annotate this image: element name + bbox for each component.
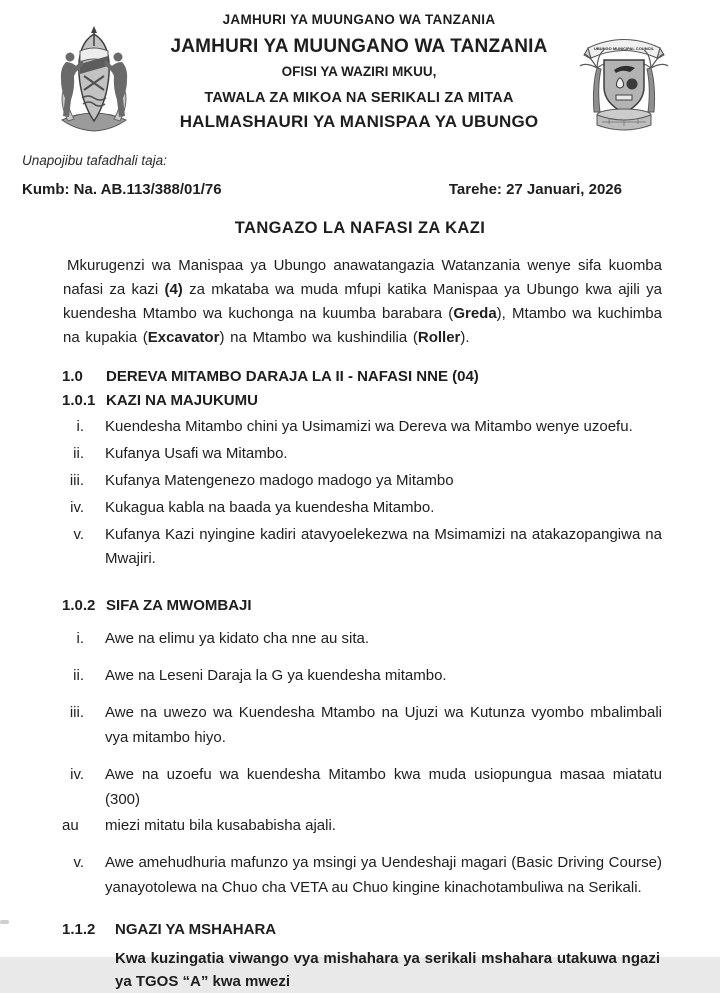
letterhead-text <box>144 8 574 141</box>
list-text: Awe na Leseni Daraja la G ya kuendesha mitambo. <box>105 667 447 684</box>
list-text: Kufanya Matengenezo madogo madogo ya Mitambo <box>105 472 454 489</box>
list-text: Kufanya Kazi nyingine kadiri atavyoelekezwa na Msimamizi na atakazopangiwa na Mwajiri. <box>105 526 662 567</box>
salary-paragraph: Kwa kuzingatia viwango vya mishahara ya serikali mshahara utakuwa ngazi ya TGOS “A” kwa mwezi <box>115 950 660 990</box>
list-item <box>62 850 662 900</box>
list-item <box>62 469 662 493</box>
republic-title-small: JAMHURI YA MUUNGANO WA TANZANIA <box>222 12 496 27</box>
list-marker: iv. <box>70 499 84 516</box>
list-marker: i. <box>76 418 84 435</box>
list-item <box>62 523 662 571</box>
list-text: miezi mitatu bila kusababisha ajali. <box>105 817 336 834</box>
section-title: DEREVA MITAMBO DARAJA LA II - NAFASI NNE (04) <box>106 368 479 385</box>
section-number: 1.0 <box>62 368 83 385</box>
list-marker: au <box>62 817 79 834</box>
list-text: Kuendesha Mitambo chini ya Usimamizi wa Dereva wa Mitambo wenye uzoefu. <box>105 418 633 435</box>
list-item <box>62 415 662 439</box>
reference-number: Kumb: Na. AB.113/388/01/76 <box>22 181 222 198</box>
page-title: TANGAZO LA NAFASI ZA KAZI <box>234 219 486 237</box>
section-1-1-2-heading <box>62 921 662 938</box>
tanzania-coat-of-arms-icon <box>44 24 144 141</box>
list-item <box>62 762 662 812</box>
section-1-0-heading <box>62 368 662 385</box>
list-text: Awe na elimu ya kidato cha nne au sita. <box>105 630 370 647</box>
section-title: NGAZI YA MSHAHARA <box>115 921 277 938</box>
reply-note: Unapojibu tafadhali taja: <box>22 153 167 168</box>
list-item-continuation <box>62 813 662 838</box>
list-marker: ii. <box>73 667 84 684</box>
republic-title-large: JAMHURI YA MUUNGANO WA TANZANIA <box>170 36 548 57</box>
section-number: 1.1.2 <box>62 921 96 938</box>
list-text: Kufanya Usafi wa Mitambo. <box>105 445 288 462</box>
list-marker: ii. <box>73 445 84 462</box>
administration-line: TAWALA ZA MIKOA NA SERIKALI ZA MITAA <box>204 90 514 106</box>
section-1-0-1-heading <box>62 392 662 409</box>
seal-banner-text: UBUNGO MUNICIPAL COUNCIL <box>593 46 655 51</box>
list-marker: iii. <box>69 704 84 721</box>
intro-paragraph: Mkurugenzi wa Manispaa ya Ubungo anawatangazia Watanzania wenye sifa kuomba nafasi za kazi (4) za mkataba wa muda mfupi katika Manispaa ya Ubungo kwa ajili ya kuendesha Mtambo wa kuchonga na kuumba barabara (Greda), Mtambo wa kuchimba na kupakia (Excavator) na Mtambo wa kushindilia (Roller). <box>63 257 663 346</box>
list-marker: i. <box>76 630 84 647</box>
letter-date: Tarehe: 27 Januari, 2026 <box>448 181 622 198</box>
list-marker: iii. <box>69 472 84 489</box>
section-1-0-2-heading <box>62 597 662 614</box>
list-marker: v. <box>73 854 84 871</box>
list-text: Awe na uwezo wa Kuendesha Mtambo na Ujuzi wa Kutunza vyombo mbalimbali vya mitambo hiyo. <box>105 704 662 746</box>
list-item <box>62 700 662 750</box>
ubungo-council-seal-icon <box>574 24 674 141</box>
list-item <box>62 663 662 688</box>
section-number: 1.0.1 <box>62 392 96 409</box>
list-item <box>62 496 662 520</box>
list-text: Awe na uzoefu wa kuendesha Mitambo kwa muda usiopungua masaa miatatu (300) <box>105 766 662 808</box>
scan-artifact <box>0 920 9 924</box>
section-title: SIFA ZA MWOMBAJI <box>106 597 252 614</box>
list-text: Kukagua kabla na baada ya kuendesha Mitambo. <box>105 499 435 516</box>
list-text: Awe amehudhuria mafunzo ya msingi ya Uendeshaji magari (Basic Driving Course) yanayotolewa na Chuo cha VETA au Chuo kingine kinachotambuliwa na Serikali. <box>105 854 662 896</box>
list-item <box>62 626 662 651</box>
list-item <box>62 442 662 466</box>
office-line: OFISI YA WAZIRI MKUU, <box>281 64 437 79</box>
reference-row <box>22 181 622 198</box>
letterhead <box>0 0 720 141</box>
section-title: KAZI NA MAJUKUMU <box>106 392 258 409</box>
list-marker: iv. <box>70 766 84 783</box>
list-marker: v. <box>73 526 84 543</box>
section-number: 1.0.2 <box>62 597 96 614</box>
council-line: HALMASHAURI YA MANISPAA YA UBUNGO <box>179 112 539 131</box>
